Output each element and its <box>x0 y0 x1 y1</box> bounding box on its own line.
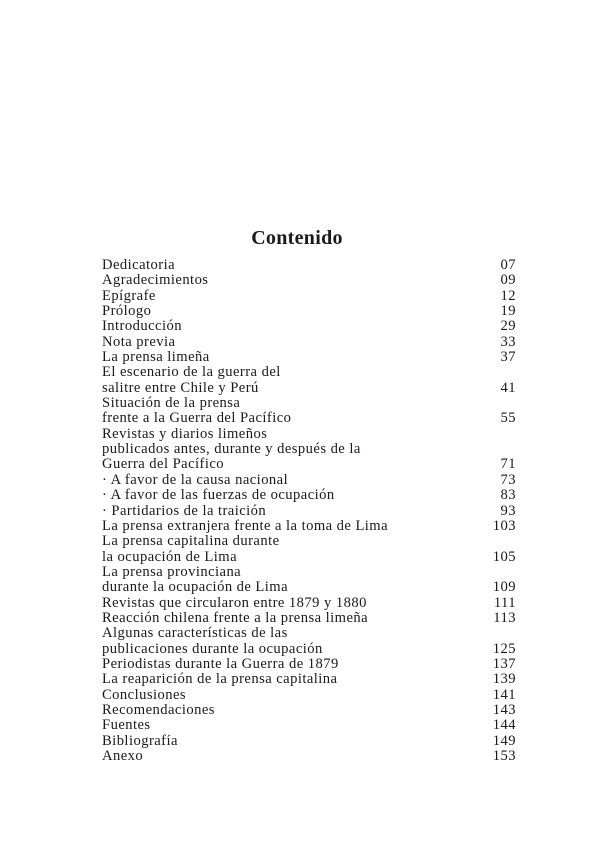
toc-entry-title: Algunas características de las <box>102 625 288 642</box>
toc-entry-title: frente a la Guerra del Pacífico <box>102 410 292 427</box>
toc-entry-title: El escenario de la guerra del <box>102 364 281 381</box>
toc-page-number: 125 <box>492 640 516 657</box>
toc-entry-line <box>102 688 516 703</box>
toc-entry-line <box>102 734 516 749</box>
toc-entry <box>102 319 516 334</box>
toc-entry <box>102 749 516 764</box>
page-title: Contenido <box>251 227 343 250</box>
toc-entry-title: Dedicatoria <box>102 257 176 273</box>
toc-entry-line <box>102 534 516 549</box>
toc-page-number: 153 <box>492 748 516 764</box>
toc-entry-line <box>102 350 516 365</box>
toc-entry-title: Periodistas durante la Guerra de 1879 <box>102 655 339 672</box>
toc-entry-title: Anexo <box>102 748 144 764</box>
toc-entry-title: La prensa extranjera frente a la toma de Lima <box>102 517 389 534</box>
toc-entry-line <box>102 258 516 273</box>
toc-entry-title: Recomendaciones <box>102 701 215 718</box>
toc-page-number: 137 <box>492 655 516 672</box>
toc-entry-line <box>102 335 516 350</box>
toc-entry <box>102 703 516 718</box>
toc-entry-title: durante la ocupación de Lima <box>102 579 289 596</box>
toc-entry-title: La reaparición de la prensa capitalina <box>102 671 338 688</box>
toc-entry-line <box>102 381 516 396</box>
toc-entry-line <box>102 596 516 611</box>
toc-entry-line <box>102 550 516 565</box>
toc-page-number: 12 <box>500 287 516 304</box>
toc-entry <box>102 427 516 473</box>
toc-entry-title: Revistas y diarios limeños <box>102 425 268 442</box>
toc-entry <box>102 473 516 488</box>
toc-page-number: 105 <box>492 548 516 565</box>
toc-entry <box>102 688 516 703</box>
toc-entry-title: Introducción <box>102 318 182 335</box>
toc-entry <box>102 289 516 304</box>
toc-entry <box>102 565 516 596</box>
toc-entry-line <box>102 504 516 519</box>
toc-page-number: 141 <box>492 686 516 703</box>
toc-entry-title: Fuentes <box>102 717 151 734</box>
toc-entry-line <box>102 457 516 472</box>
toc-page-number: 83 <box>500 487 516 504</box>
toc-entry <box>102 273 516 288</box>
toc-page-number: 143 <box>492 701 516 718</box>
toc-entry-title: · Partidarios de la traición <box>102 502 267 519</box>
toc-entry-line <box>102 580 516 595</box>
toc-entry-line <box>102 411 516 426</box>
toc-entry-line <box>102 626 516 641</box>
toc-entry-title: Conclusiones <box>102 686 187 703</box>
toc-page-number: 139 <box>492 671 516 688</box>
toc-entry <box>102 657 516 672</box>
toc-entry <box>102 672 516 687</box>
toc-entry-title: publicados antes, durante y después de la <box>102 441 361 458</box>
toc-entry-line <box>102 289 516 304</box>
toc-page-number: 111 <box>493 594 516 611</box>
toc-page-number: 103 <box>492 517 516 534</box>
toc-entry <box>102 718 516 733</box>
toc-entry <box>102 504 516 519</box>
toc-entry <box>102 596 516 611</box>
toc-page-number: 19 <box>500 303 516 320</box>
toc-entry-line <box>102 304 516 319</box>
toc-entry-line <box>102 611 516 626</box>
toc-page-number: 144 <box>492 717 516 734</box>
toc-page-number: 109 <box>492 579 516 596</box>
toc-entry-line <box>102 565 516 580</box>
toc-entry-title: Guerra del Pacífico <box>102 456 225 473</box>
toc-entry-title: La prensa limeña <box>102 349 210 366</box>
toc-page-number: 149 <box>492 732 516 749</box>
toc-page-number: 93 <box>500 502 516 519</box>
toc-entry <box>102 611 516 626</box>
toc-entry-title: Revistas que circularon entre 1879 y 1880 <box>102 594 367 611</box>
toc-entry-line <box>102 718 516 733</box>
toc-entry-line <box>102 365 516 380</box>
toc-entry <box>102 626 516 657</box>
toc-entry <box>102 734 516 749</box>
toc-page-number: 29 <box>500 318 516 335</box>
toc-entry-line <box>102 703 516 718</box>
toc-entry <box>102 335 516 350</box>
toc-entry <box>102 304 516 319</box>
toc-page-number: 71 <box>500 456 516 473</box>
toc-entry <box>102 365 516 396</box>
toc-entry-line <box>102 473 516 488</box>
toc-entry-title: · A favor de las fuerzas de ocupación <box>102 487 335 504</box>
toc-entry-title: Agradecimientos <box>102 272 209 289</box>
toc-entry-title: Nota previa <box>102 333 176 350</box>
toc-entry-title: La prensa provinciana <box>102 563 242 580</box>
toc-entry-line <box>102 427 516 442</box>
toc-entry-line <box>102 442 516 457</box>
toc-page-number: 41 <box>500 379 516 396</box>
toc-entry-title: Situación de la prensa <box>102 395 241 412</box>
toc-entry-line <box>102 273 516 288</box>
toc-page-number: 07 <box>500 257 516 273</box>
toc-entry-title: La prensa capitalina durante <box>102 533 280 550</box>
table-of-contents <box>102 258 516 764</box>
toc-entry-title: Bibliografía <box>102 732 178 749</box>
toc-page-number: 73 <box>500 471 516 488</box>
toc-entry <box>102 396 516 427</box>
toc-entry-line <box>102 319 516 334</box>
toc-entry-line <box>102 642 516 657</box>
toc-page-number: 55 <box>500 410 516 427</box>
toc-page-number: 33 <box>500 333 516 350</box>
toc-entry-title: Epígrafe <box>102 287 156 304</box>
toc-entry <box>102 519 516 534</box>
toc-entry-line <box>102 672 516 687</box>
toc-entry-line <box>102 657 516 672</box>
toc-page-number: 113 <box>493 609 516 626</box>
toc-page-number: 09 <box>500 272 516 289</box>
toc-entry <box>102 350 516 365</box>
toc-entry <box>102 534 516 565</box>
toc-entry-line <box>102 488 516 503</box>
toc-entry-title: · A favor de la causa nacional <box>102 471 289 488</box>
toc-entry-title: Prólogo <box>102 303 152 320</box>
toc-entry <box>102 258 516 273</box>
toc-entry <box>102 488 516 503</box>
toc-entry-title: salitre entre Chile y Perú <box>102 379 259 396</box>
toc-entry-line <box>102 519 516 534</box>
toc-entry-title: Reacción chilena frente a la prensa limeña <box>102 609 369 626</box>
toc-page-number: 37 <box>500 349 516 366</box>
toc-entry-title: publicaciones durante la ocupación <box>102 640 323 657</box>
toc-entry-title: la ocupación de Lima <box>102 548 238 565</box>
toc-entry-line <box>102 396 516 411</box>
toc-entry-line <box>102 749 516 764</box>
